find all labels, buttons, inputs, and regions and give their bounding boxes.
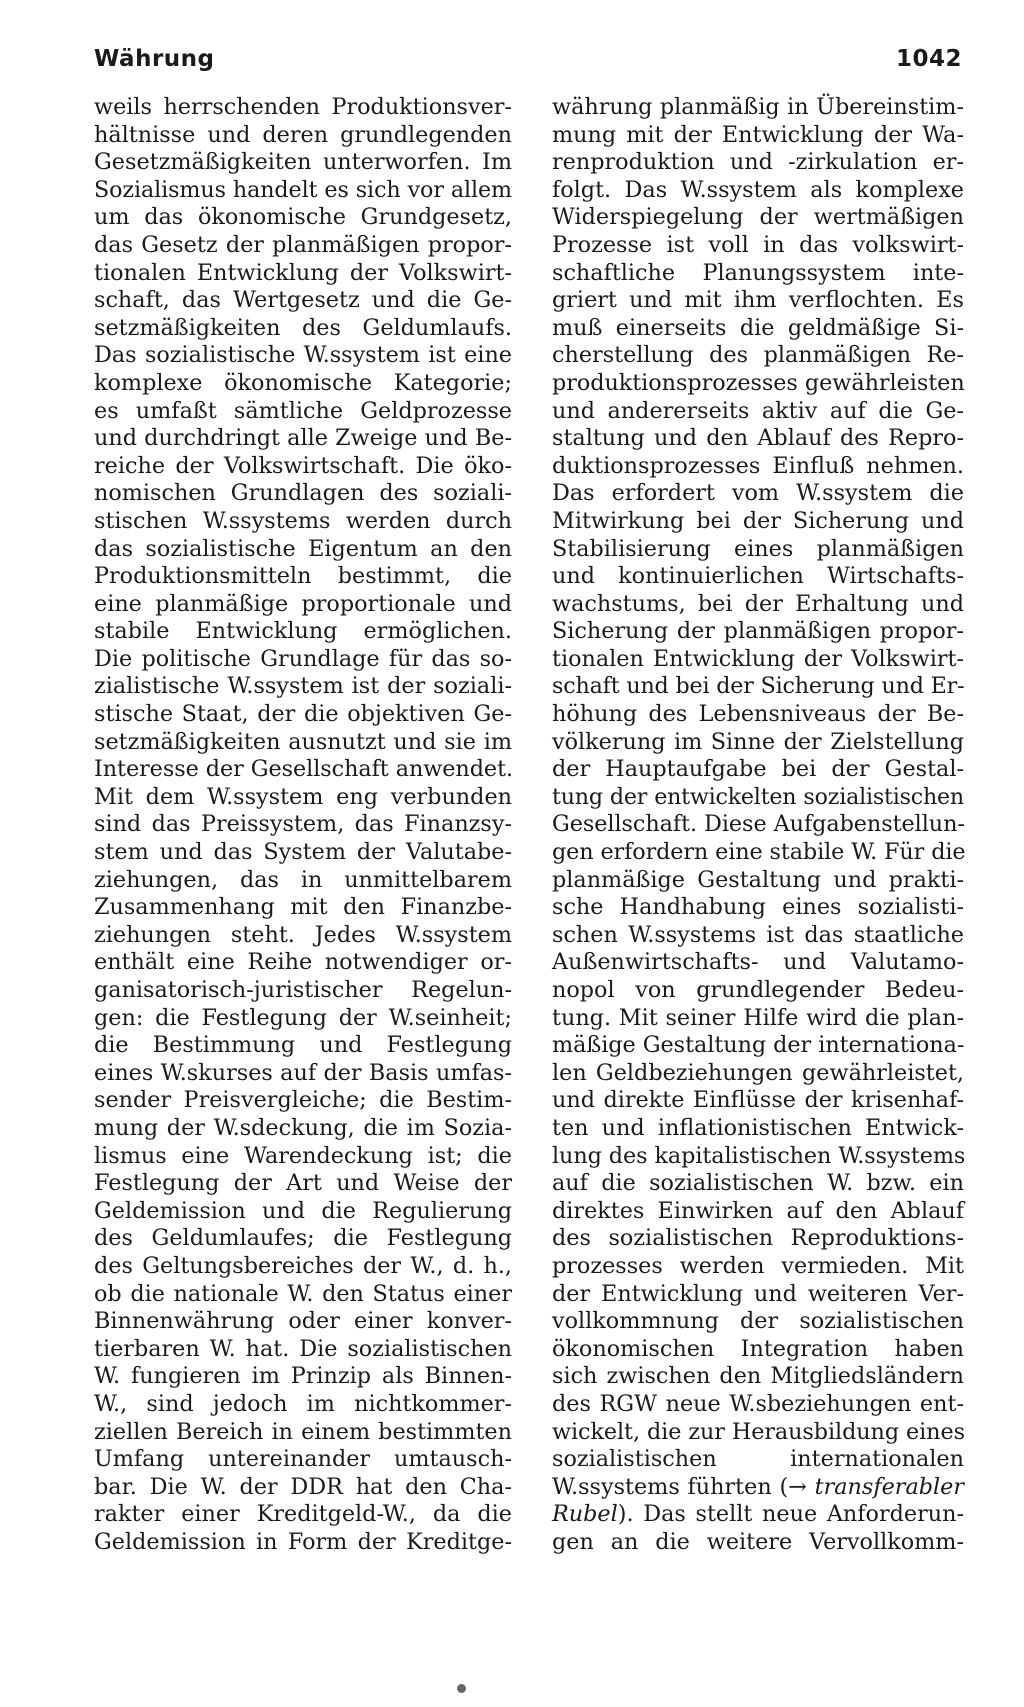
text-line: wickelt, die zur Herausbildung eines: [552, 1418, 965, 1445]
text-line: sche Handhabung eines sozialisti-: [552, 894, 964, 921]
text-line: direktes Einwirken auf den Ablauf: [552, 1197, 964, 1224]
text-line: eines W.skurses auf der Basis umfas-: [94, 1059, 512, 1086]
text-line: ökonomischen Integration haben: [552, 1335, 964, 1362]
text-line: das sozialistische Eigentum an den: [94, 535, 512, 562]
text-line: lismus eine Warendeckung ist; die: [94, 1142, 512, 1169]
text-line: W. fungieren im Prinzip als Binnen-: [94, 1363, 512, 1390]
text-line: staltung und den Ablauf des Repro-: [552, 425, 964, 452]
text-line: Sozialismus handelt es sich vor allem: [94, 176, 512, 203]
text-line: auf die sozialistischen W. bzw. ein: [552, 1170, 964, 1197]
text-line: gen erfordern eine stabile W. Für die: [552, 839, 966, 866]
text-line: und durchdringt alle Zweige und Be-: [94, 425, 512, 452]
text-line: Zusammenhang mit den Finanzbe-: [94, 894, 512, 921]
cross-reference-term: Rubel: [552, 1501, 618, 1528]
text-line: Geldemission in Form der Kreditge-: [94, 1528, 512, 1555]
text-line: duktionsprozesses Einfluß nehmen.: [552, 452, 964, 479]
text-line: tierbaren W. hat. Die sozialistischen: [94, 1335, 512, 1362]
text-line: tung der entwickelten sozialistischen: [552, 783, 964, 810]
scan-speck: [457, 1684, 466, 1693]
text-line: vollkommnung der sozialistischen: [552, 1308, 964, 1335]
text-line: Prozesse ist voll in das volkswirt-: [552, 231, 964, 258]
text-line: und direkte Einflüsse der krisenhaf-: [552, 1087, 964, 1114]
text-line: ziellen Bereich in einem bestimmten: [94, 1418, 512, 1445]
text-line: und andererseits aktiv auf die Ge-: [552, 397, 964, 424]
text-line: Außenwirtschafts- und Valutamo-: [552, 949, 964, 976]
text-line: stem und das System der Valutabe-: [94, 839, 512, 866]
text-line: schaft, das Wertgesetz und die Ge-: [94, 287, 512, 314]
text-line: mung der W.sdeckung, die im Sozia-: [94, 1114, 512, 1141]
text-line: mung mit der Entwicklung der Wa-: [552, 121, 964, 148]
right-text-column: [552, 94, 964, 1556]
text-line: ziehungen, das in unmittelbarem: [94, 866, 512, 893]
text-line: stabile Entwicklung ermöglichen.: [94, 618, 512, 645]
text-line: Mit dem W.ssystem eng verbunden: [94, 783, 512, 810]
text-line: Geldemission und die Regulierung: [94, 1197, 512, 1224]
text-line: bar. Die W. der DDR hat den Cha-: [94, 1473, 512, 1500]
text-line: ob die nationale W. den Status einer: [94, 1280, 512, 1307]
text-line: Festlegung der Art und Weise der: [94, 1170, 512, 1197]
text-line: völkerung im Sinne der Zielstellung: [552, 728, 964, 755]
text-line: zialistische W.ssystem ist der soziali-: [94, 673, 512, 700]
text-line: ziehungen steht. Jedes W.ssystem: [94, 921, 512, 948]
text-line: ten und inflationistischen Entwick-: [552, 1114, 964, 1141]
text-line: reiche der Volkswirtschaft. Die öko-: [94, 452, 512, 479]
text-line: Die politische Grundlage für das so-: [94, 645, 512, 672]
text-line: produktionsprozesses gewährleisten: [552, 369, 965, 396]
text-line: ganisatorisch-juristischer Regelun-: [94, 977, 512, 1003]
text-line: höhung des Lebensniveaus der Be-: [552, 701, 964, 728]
text-line: planmäßige Gestaltung und prakti-: [552, 866, 964, 893]
text-line: folgt. Das W.ssystem als komplexe: [552, 176, 964, 203]
text-line: komplexe ökonomische Kategorie;: [94, 369, 512, 396]
text-line: sender Preisvergleiche; die Bestim-: [94, 1087, 512, 1114]
text-line: tionalen Entwicklung der Volkswirt-: [552, 645, 964, 672]
cross-reference-term: transferabler: [806, 1473, 965, 1500]
text-line: cherstellung des planmäßigen Re-: [552, 342, 964, 369]
text-line: des sozialistischen Reproduktions-: [552, 1225, 964, 1252]
text-line: sind das Preissystem, das Finanzsy-: [94, 811, 512, 838]
cross-reference-arrow: →: [788, 1473, 807, 1500]
text-line: der Hauptaufgabe bei der Gestal-: [552, 756, 964, 783]
running-head-title: Währung: [94, 46, 215, 72]
text-line: tionalen Entwicklung der Volkswirt-: [94, 259, 512, 286]
text-line: das Gesetz der planmäßigen propor-: [94, 231, 512, 258]
text-line: prozesses werden vermieden. Mit: [552, 1252, 964, 1279]
text-line: Das erfordert vom W.ssystem die: [552, 480, 964, 507]
text-line: sozialistischen internationalen: [552, 1446, 964, 1473]
text-line: setzmäßigkeiten des Geldumlaufs.: [94, 314, 512, 341]
text-line: Rubel). Das stellt neue Anforderun-: [552, 1501, 964, 1528]
text-line: renproduktion und -zirkulation er-: [552, 149, 964, 176]
text-line: um das ökonomische Grundgesetz,: [94, 204, 512, 231]
text-line: gen: die Festlegung der W.seinheit;: [94, 1004, 512, 1031]
text-line: sich zwischen den Mitgliedsländern: [552, 1363, 964, 1390]
text-line: Gesellschaft. Diese Aufgabenstellun-: [552, 811, 965, 838]
text-line: weils herrschenden Produktionsver-: [94, 94, 512, 120]
text-line: enthält eine Reihe notwendiger or-: [94, 949, 512, 976]
text-line: len Geldbeziehungen gewährleistet,: [552, 1059, 964, 1086]
text-line: Interesse der Gesellschaft anwendet.: [94, 756, 513, 783]
text-line: Das sozialistische W.ssystem ist eine: [94, 342, 512, 369]
text-line: schen W.ssystems ist das staatliche: [552, 921, 964, 948]
text-line: schaft und bei der Sicherung und Er-: [552, 673, 965, 700]
text-line: W., sind jedoch im nichtkommer-: [94, 1390, 512, 1417]
text-line: wachstums, bei der Erhaltung und: [552, 590, 964, 617]
text-line: nopol von grundlegender Bedeu-: [552, 977, 964, 1003]
text-line: schaftliche Planungssystem inte-: [552, 259, 964, 286]
text-line: Binnenwährung oder einer konver-: [94, 1308, 512, 1335]
text-line: muß einerseits die geldmäßige Si-: [552, 314, 964, 341]
text-line: stische Staat, der die objektiven Ge-: [94, 701, 512, 728]
page-number: 1042: [895, 46, 962, 72]
text-line: rakter einer Kreditgeld-W., da die: [94, 1501, 512, 1528]
text-line: es umfaßt sämtliche Geldprozesse: [94, 397, 512, 424]
text-line: griert und mit ihm verflochten. Es: [552, 287, 964, 314]
text-line: eine planmäßige proportionale und: [94, 590, 512, 617]
text-line: des Geldumlaufes; die Festlegung: [94, 1225, 512, 1252]
text-line: Produktionsmitteln bestimmt, die: [94, 563, 512, 590]
text-line: des RGW neue W.sbeziehungen ent-: [552, 1390, 964, 1417]
text-line: der Entwicklung und weiteren Ver-: [552, 1280, 964, 1307]
left-text-column: [94, 94, 512, 1556]
text-line: Mitwirkung bei der Sicherung und: [552, 507, 964, 534]
text-line: stischen W.ssystems werden durch: [94, 507, 512, 534]
text-line: Sicherung der planmäßigen propor-: [552, 618, 964, 645]
text-line: Widerspiegelung der wertmäßigen: [552, 204, 964, 231]
text-line: Stabilisierung eines planmäßigen: [552, 535, 964, 562]
text-line: lung des kapitalistischen W.ssystems: [552, 1142, 966, 1169]
text-line: mäßige Gestaltung der internationa-: [552, 1032, 965, 1059]
text-line: des Geltungsbereiches der W., d. h.,: [94, 1252, 512, 1279]
text-line: setzmäßigkeiten ausnutzt und sie im: [94, 728, 512, 755]
text-line: die Bestimmung und Festlegung: [94, 1032, 512, 1059]
text-line: hältnisse und deren grundlegenden: [94, 121, 512, 148]
text-line: tung. Mit seiner Hilfe wird die plan-: [552, 1004, 964, 1031]
text-line: Gesetzmäßigkeiten unterworfen. Im: [94, 149, 512, 176]
text-line: W.ssystems führten (→ transferabler: [552, 1473, 965, 1500]
text-line: gen an die weitere Vervollkomm-: [552, 1528, 964, 1555]
text-line: währung planmäßig in Übereinstim-: [552, 94, 964, 120]
text-line: nomischen Grundlagen des soziali-: [94, 480, 512, 507]
text-line: Umfang untereinander umtausch-: [94, 1446, 512, 1473]
text-line: und kontinuierlichen Wirtschafts-: [552, 563, 964, 590]
